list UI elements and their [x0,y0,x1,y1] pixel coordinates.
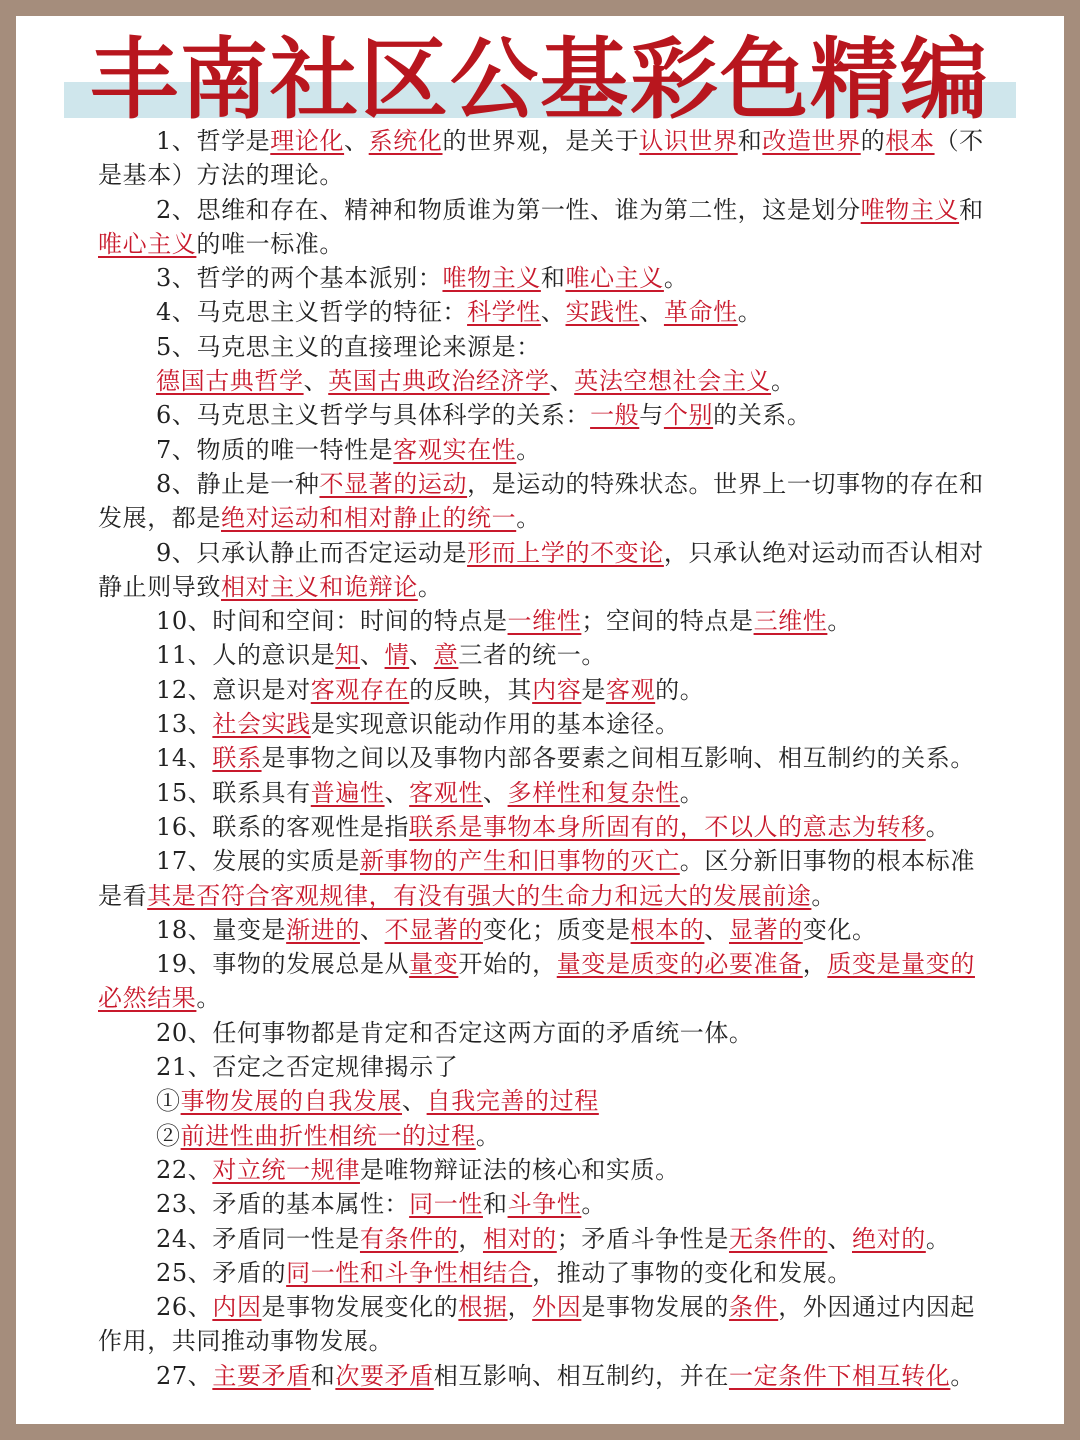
list-item [98,1256,998,1290]
body-text: 13、 [156,710,213,739]
list-item [98,638,998,672]
body-text: ，是运动的特殊状态。世界上一切事物的存在和发展，都是 [98,469,984,533]
list-item [98,604,998,638]
body-text: 5、马克思主义的直接理论来源是： [156,332,541,361]
body-text: 。区分新旧事物的根本标准是看 [98,847,975,910]
highlighted-term: 客观性 [409,778,483,807]
body-text: 2、思维和存在、精神和物质谁为第一性、谁为第二性，这是划分 [156,195,861,224]
highlighted-term: 英法空想社会主义 [574,367,772,396]
body-text: 。 [475,1121,501,1150]
body-text: 14、 [156,744,213,773]
body-text: 、 [303,367,329,396]
body-text: 。 [196,984,222,1013]
list-item [98,1016,998,1050]
list-item [98,193,998,262]
highlighted-term: 科学性 [467,298,541,327]
highlighted-term: 条件 [728,1293,779,1322]
highlighted-term: 多样性和复杂性 [507,778,680,807]
body-text: 。 [663,264,689,293]
body-text: 、 [344,127,369,155]
list-item [98,330,998,364]
body-text: 开始的， [458,950,557,979]
body-text: 22、 [156,1155,213,1184]
body-text: 和 [959,195,984,224]
highlighted-term: 客观实在性 [393,435,517,464]
list-item [98,673,998,707]
body-text: 是唯物辩证法的核心和实质。 [359,1155,680,1184]
body-text: 。 [925,812,951,841]
highlighted-term: 一维性 [507,607,582,636]
highlighted-term: 客观 [605,675,656,704]
highlighted-term: 显著的 [729,915,803,944]
highlighted-term: 渐进的 [286,915,360,944]
body-text: 3、哲学的两个基本派别： [156,264,443,293]
highlighted-term: 量变 [409,950,459,979]
body-text: 16、联系的客观性是指 [156,812,410,841]
body-text: 、 [409,641,434,670]
body-text: 与 [639,401,664,430]
body-text: 20、任何事物都是肯定和否定这两方面的矛盾统一体。 [156,1018,754,1047]
body-text: 。 [950,1361,975,1390]
body-text: 。 [581,1190,606,1219]
highlighted-term: 有条件的 [359,1224,459,1253]
body-text: 和 [540,264,566,293]
highlighted-term: 社会实践 [212,710,311,739]
list-item [98,364,998,398]
highlighted-term: 新事物的产生和旧事物的灭亡 [359,847,680,876]
highlighted-term: 联系 [212,744,262,773]
body-text: 9、只承认静止而否定运动是 [156,538,468,567]
highlighted-term: 唯心主义 [98,229,197,258]
body-text: ，只承认绝对运动而否认相对静止则导致 [98,538,984,601]
highlighted-term: 知 [335,641,360,670]
body-text: 的。 [655,675,705,704]
body-text: 11、人的意识是 [156,641,336,670]
highlighted-term: 相对主义和诡辩论 [221,572,418,601]
highlighted-term: 一般 [590,401,640,430]
list-item [98,295,998,329]
body-text: ；矛盾斗争性是 [556,1224,729,1253]
highlighted-term: 自我完善的过程 [426,1087,599,1116]
highlighted-term: 同一性和斗争性相结合 [286,1258,533,1287]
list-item [98,1187,998,1221]
body-text: ① [156,1087,181,1116]
body-text: 、 [402,1087,427,1116]
body-text: 变化；质变是 [482,915,631,944]
list-item [98,433,998,467]
highlighted-term: 质变是量变的必然结果 [98,950,975,1013]
list-item [98,1222,998,1256]
body-text: ， [458,1224,483,1253]
list-item [98,810,998,844]
highlighted-term: 改造世界 [762,127,861,155]
body-text: ， [507,1293,533,1322]
body-text: 、 [704,915,729,944]
document-sheet [16,16,1064,1424]
body-text: 17、发展的实质是 [156,847,360,876]
body-text: 相互影响、相互制约，并在 [433,1361,729,1390]
page-title: 丰南社区公基彩色精编 [89,28,990,131]
highlighted-term: 根本 [885,127,935,155]
body-text: 15、联系具有 [156,778,311,807]
highlighted-term: 意 [433,641,459,670]
body-text: 、 [482,778,508,807]
body-text: 的唯一标准。 [196,229,345,258]
body-text: 27、 [156,1361,213,1390]
list-item [98,261,998,295]
highlighted-term: 次要矛盾 [335,1361,434,1390]
highlighted-term: 前进性曲折性相统一的过程 [180,1121,476,1150]
body-text: 8、静止是一种 [156,469,320,498]
highlighted-term: 联系是事物本身所固有的，不以人的意志为转移 [409,812,926,841]
body-text: 是 [581,675,606,704]
body-text: 12、意识是对 [156,675,311,704]
body-text: 和 [482,1190,508,1219]
highlighted-term: 内容 [532,675,582,704]
body-text: ，推动了事物的变化和发展。 [532,1258,852,1287]
body-text: ， [802,950,828,979]
body-text: 。 [925,1224,951,1253]
highlighted-term: 英国古典政治经济学 [328,367,550,396]
body-text: 18、量变是 [156,915,287,944]
highlighted-term: 客观存在 [310,675,410,704]
list-item [98,1359,998,1393]
body-text: 7、物质的唯一特性是 [156,435,394,464]
list-item [98,913,998,947]
highlighted-term: 相对的 [482,1224,557,1253]
list-item [98,776,998,810]
list-item [98,1050,998,1084]
body-text: 10、时间和空间：时间的特点是 [156,607,508,636]
body-text: 、 [639,298,664,327]
body-text: 、 [540,298,566,327]
body-text: 是事物之间以及事物内部各要素之间相互影响、相互制约的关系。 [261,744,975,773]
highlighted-term: 唯物主义 [442,264,541,293]
body-text: 、 [549,367,575,396]
highlighted-term: 三维性 [753,607,828,636]
list-item [98,124,998,193]
highlighted-term: 理论化 [270,127,345,155]
list-item [98,1153,998,1187]
body-text: 。 [417,572,443,601]
list-item [98,741,998,775]
body-text: 26、 [156,1293,213,1322]
body-text: 、 [827,1224,852,1253]
list-item [98,467,998,536]
list-item [98,536,998,605]
body-text: 。 [771,367,796,396]
list-item [98,707,998,741]
body-text: 。 [516,504,541,533]
highlighted-term: 一定条件下相互转化 [728,1361,951,1390]
body-text: 变化。 [802,915,877,944]
body-text: 、 [359,915,385,944]
list-item [98,844,998,913]
highlighted-term: 革命性 [663,298,738,327]
body-text: 。 [827,607,852,636]
highlighted-term: 事物发展的自我发展 [180,1087,403,1116]
body-text: ，外因通过内因起作用，共同推动事物发展。 [98,1293,975,1356]
highlighted-term: 绝对的 [852,1224,926,1253]
list-item [98,1119,998,1153]
highlighted-term: 普遍性 [310,778,385,807]
body-text: 是事物发展的 [581,1293,729,1322]
body-text: 19、事物的发展总是从 [156,950,410,979]
body-text: 三者的统一。 [458,641,606,670]
body-text: ② [156,1121,181,1150]
highlighted-term: 其是否符合客观规律，有没有强大的生命力和远大的发展前途 [147,881,812,910]
body-text: 4、马克思主义哲学的特征： [156,298,468,327]
highlighted-term: 根据 [458,1293,508,1322]
highlighted-term: 唯物主义 [860,195,960,224]
body-text: 6、马克思主义哲学与具体科学的关系： [156,401,591,430]
highlighted-term: 外因 [532,1293,582,1322]
body-text: 24、矛盾同一性是 [156,1224,360,1253]
highlighted-term: 形而上学的不变论 [467,538,664,567]
body-text: 21、否定之否定规律揭示了 [156,1053,459,1082]
body-text: 23、矛盾的基本属性： [156,1190,410,1219]
highlighted-term: 量变是质变的必要准备 [556,950,803,979]
highlighted-term: 根本的 [630,915,705,944]
highlighted-term: 不显著的运动 [319,469,468,498]
highlighted-term: 对立统一规律 [212,1155,360,1184]
highlighted-term: 实践性 [565,298,640,327]
body-text: 的世界观，是关于 [442,127,640,155]
highlighted-term: 绝对运动和相对静止的统一 [221,504,517,533]
body-text: 。 [516,435,541,464]
highlighted-term: 无条件的 [728,1224,828,1253]
body-text: 。 [811,881,837,910]
body-text: 1、哲学是 [156,127,271,155]
highlighted-term: 认识世界 [639,127,738,155]
highlighted-term: 情 [384,641,410,670]
highlighted-term: 唯心主义 [565,264,664,293]
highlighted-term: 系统化 [368,127,443,155]
highlighted-term: 不显著的 [384,915,483,944]
highlighted-term: 内因 [212,1293,262,1322]
body-text: 。 [679,778,705,807]
notes-list [98,124,998,1393]
highlighted-term: 同一性 [409,1190,483,1219]
body-text: 的 [860,127,886,155]
list-item [98,947,998,1016]
body-text: 25、矛盾的 [156,1258,287,1287]
list-item [98,398,998,432]
highlighted-term: 德国古典哲学 [156,367,304,396]
body-text: 、 [384,778,410,807]
body-text: 和 [737,127,763,155]
body-text: 的反映，其 [409,675,533,704]
body-text: 。 [737,298,763,327]
body-text: 、 [359,641,385,670]
highlighted-term: 斗争性 [507,1190,582,1219]
body-text: （不是基本）方法的理论。 [98,127,984,190]
highlighted-term: 个别 [663,401,714,430]
body-text: 是实现意识能动作用的基本途径。 [310,710,680,739]
highlighted-term: 主要矛盾 [212,1361,311,1390]
body-text: 和 [310,1361,336,1390]
list-item [98,1290,998,1359]
body-text: 是事物发展变化的 [261,1293,459,1322]
body-text: ；空间的特点是 [581,607,754,636]
body-text: 的关系。 [713,401,812,430]
list-item [98,1084,998,1118]
